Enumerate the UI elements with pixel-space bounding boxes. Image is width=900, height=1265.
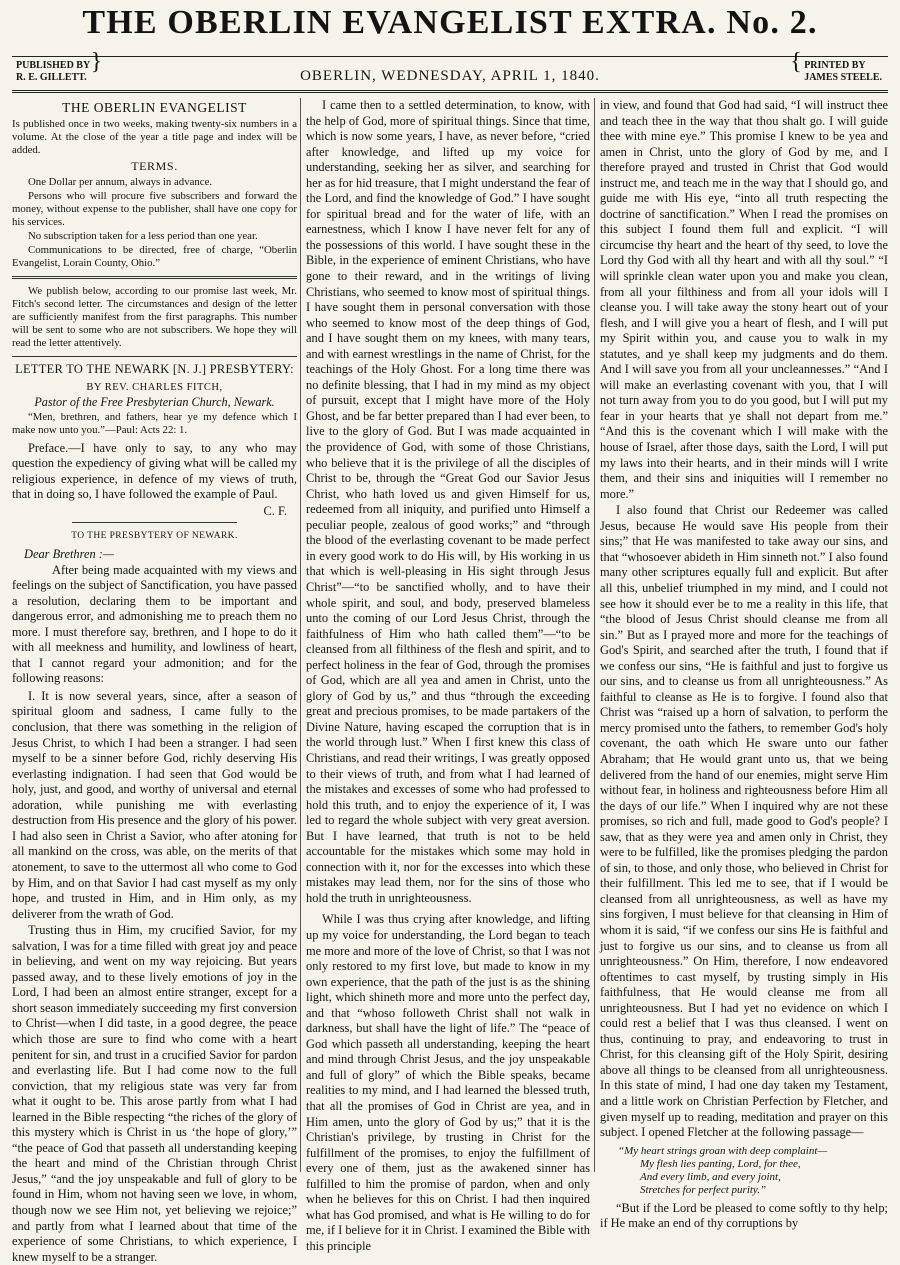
poem-line-3: And every limb, and every joint, xyxy=(640,1170,781,1183)
fletcher-poem xyxy=(600,1145,888,1197)
letter-addressee: TO THE PRESBYTERY OF NEWARK. xyxy=(71,531,238,542)
body-paragraph-3: Trusting thus in Him, my crucified Savior, for my salvation, I was for a time filled with great joy and peace in believing, and went on my way rejoicing. But years passed away, and to these lively emotions of joy in the Lord, I had been an almost entire stranger, except for a short season immediately succeeding my first conversion to Christ—when I did taste, in a good degree, the peace which those are sure to find who come with a heart penitent for sin, and trust in a crucified Savior for pardon and everlasting life. But I had come now to the full conviction, that my religious state was very far from what it ought to be. This arose partly from what I had learned in the Bible respecting “the riches of the glory of this mystery which is Christ in us ‘the hope of glory,’” “the peace of God that passeth all understanding keeping the heart and mind of the Christian through Christ Jesus,” “and the joy unspeakable and full of glory to be found in Him, whom not having seen we love, in whom, though now we see Him not, yet believing we rejoice;” and partly from what I learned about that time of the experience of some Christians, to which experience, I knew myself to be a stranger. xyxy=(12,923,297,1264)
masthead-name: THE OBERLIN EVANGELIST EXTRA. xyxy=(82,4,717,41)
terms-rule xyxy=(12,276,297,279)
column-3 xyxy=(600,98,888,1231)
letter-author-position: Pastor of the Free Presbyterian Church, Newark. xyxy=(34,395,275,410)
terms-price: One Dollar per annum, always in advance. xyxy=(28,176,213,189)
poem-line-4: Stretches for perfect purity.” xyxy=(640,1183,767,1196)
issue-number: No. 2. xyxy=(726,4,818,41)
dateline: OBERLIN, WEDNESDAY, APRIL 1, 1840. xyxy=(300,68,600,84)
publisher-name: R. E. GILLETT. xyxy=(16,72,87,83)
publisher-credit: PUBLISHED BY R. E. GILLETT. } xyxy=(16,49,103,83)
printer-credit: { PRINTED BY JAMES STEELE. xyxy=(790,49,882,83)
poem-line-1: “My heart strings groan with deep complaint— xyxy=(618,1144,828,1157)
terms-label: TERMS. xyxy=(131,158,178,173)
letter-byline: BY REV. CHARLES FITCH, xyxy=(86,381,223,393)
preface-signature: C. F. xyxy=(263,503,287,518)
body-paragraph-7: I also found that Christ our Redeemer was called Jesus, because He would save His people from their sins;” that He was manifested to take away our sins, and that “whosoever abideth in Him sinneth not.” I also found many other scriptures equally full and explicit. But after all this, unbelief triumphed in my mind, and I could not see how it should ever be to me a reality in this life, that “the blood of Jesus Christ should cleanse me from all sin.” But as I prayed more and more for the teachings of God's Spirit, and searched after the truth, I found that if we confess our sins, “He is faithful and just to forgive us our sins, and to cleanse us from all unrighteousness.” As faithful to cleanse as He is to forgive. I found also that Christ was “raised up a horn of salvation, to perform the mercy promised unto the fathers, to remember God's holy covenant, the oath which He sware unto our father Abraham; that He would grant unto us, that we being delivered from the hand of our enemies, might serve Him without fear, in holiness and righteousness before Him all the days of our life.” When I inquired why are not these promises, so rich and full, made good to God's people? I saw, that as they were yea and amen only in Christ, they were to be fulfilled, like the promises pledging the pardon of sin, to those, and only those, who believed in Christ for their fulfillment. This led me to see, that if I would be cleansed from all unrighteousness, as well as have my sins forgiven, I must believe for that cleansing in Him of whom it is said, “if we confess our sins He is faithful and just to forgive us our sins, and to cleanse us from all unrighteousness.” On Him, therefore, I now endeavored oftentimes to cast myself, by trusting simply in His faithfulness, that He would cleanse me from all unrighteousness. But I had yet no evidence on which I could rest a belief that I was thus cleansed. I went on thus, continuing to pray, and endeavoring to trust in Christ, for this cleansing gift of the Holy Spirit, desiring above all things to be cleansed from all unrighteousness. In this state of mind, I had one day taken my Testament, and a little work on Christian Perfection by Fletcher, and given myself up to reading, meditation and prayer on this subject. I opened Fletcher at the following passage— xyxy=(600,503,888,1140)
letter-salutation: Dear Brethren :— xyxy=(24,547,114,562)
notice-rule xyxy=(12,356,297,357)
letter-preface: Preface.—I have only to say, to any who may question the expediency of giving what will be called my religious experience, in defence of my views of truth, that in doing so, I have followed the example of Paul. xyxy=(12,440,297,502)
column-divider-1 xyxy=(300,98,301,1172)
header-double-rule xyxy=(12,90,888,93)
top-rule xyxy=(12,56,888,57)
preface-rule xyxy=(72,522,237,523)
editor-notice: We publish below, according to our promise last week, Mr. Fitch's second letter. The circumstances and design of the letter are sufficiently manifest from the first paragraphs. This number will be sent to some who are not subscribers. We hope they will read the letter attentively. xyxy=(12,285,297,350)
column-divider-2 xyxy=(594,98,595,1172)
body-paragraph-5: While I was thus crying after knowledge, and lifting up my voice for understanding, the Lord began to teach me more and more of the love of Christ, so that I was not only restored to my first love, but made to know in my own experience, that the path of the just is as the shining light, which shineth more and more unto the perfect day, and that “whoso followeth Christ shall not walk in darkness, but shall have the light of life.” The “peace of God which passeth all understanding, keeping the heart and mind through Christ Jesus, and the joy unspeakable and full of glory” of which the Bible speaks, became realities to my mind, and I had learned the blessed truth, that all the promises of God in Christ are yea, and in Him amen, unto the glory of God by us;” that it is the Christian's privilege, by trusting in Christ for the fulfillment of the promises, to enjoy the fulfillment of every one of them, just as the awakened sinner has fulfilled to him the promise of pardon, when and only when he believes for this on Christ. I had then inquired what has God promised, and what is He willing to do for me, if I believe for it in Christ. I examined the Bible with this principle xyxy=(306,912,590,1253)
terms-communications: Communications to be directed, free of charge, “Oberlin Evangelist, Lorain County, Ohio.” xyxy=(12,244,297,270)
letter-epigraph: “Men, brethren, and fathers, hear ye my defence which I make now unto you.”—Paul: Acts 22: 1. xyxy=(12,410,297,436)
masthead-title xyxy=(0,4,900,42)
column-2 xyxy=(306,98,590,1253)
printed-by-label: PRINTED BY xyxy=(804,60,866,71)
body-paragraph-4: I came then to a settled determination, to know, with the help of God, more of spiritual things. Since that time, which is now some years, I have, as never before, “cried after knowledge, and lifted up my voice for understanding, seeking her as silver, and searching for her as for hid treasure, that I might understand the fear of the Lord, and find the knowledge of God.” I have sought for spiritual bread and for the water of life, with an earnestness, which I know I have never felt for any of the possessions of this world. I have sought these in the Bible, in the experience of eminent Christians, who have gone to their reward, and in the writings of living Christians, who seemed to know most of spiritual things. I have sought them in personal conversation with those who seemed to know most of the deep things of God, and I have sought them on my knees, with many tears, and with earnest wrestlings in the name of Christ, for the teachings of the Holy Ghost. For a long time there was no definite blessing, that I had in my mind as my object of pursuit, except that I might have more of the Holy Ghost, and be far better prepared than I had ever been, to live to the glory of God. But I was made acquainted in the providence of God, with some of those Christians, who believe that it is the privilege of all the disciples of Christ to be, through the “Great God our Savior Jesus Christ, who hath loved us and given Himself for us, redeemed from all iniquity, and purified unto Himself a peculiar people, zealous of good works;” and “through the blood of the everlasting covenant to be made perfect in every good work to do His will, by His working in us that which is well-pleasing in His sight through Jesus Christ”—“to be sanctified wholly, and to have their whole spirit, and soul, and body, preserved blameless unto the coming of our Lord Jesus Christ, through the faithfulness of Him who hath called them”—“to be cleansed from all filthiness of the flesh and spirit, and to perfect holiness in the fear of God, through the promises of God, which are all yea and amen in Christ, unto the glory of God by us,” and thus “through the exceeding great and precious promises, to be made partakers of the Divine Nature, having escaped the corruption that is in the world through lust.” When I first knew this class of Christians, and read their writings, I was greatly opposed to their views of truth, and from what I had learned of the mistakes and excesses of some who had professed to hold this truth, and to enjoy the experience of it, I was led to regard the whole subject with very great aversion. But I have learned, that truth is not to be held accountable for the mistakes which some may hold in connection with it, nor for the excesses into which these mistakes may lead them, nor for the sins of those who hold the truth in unrighteousness. xyxy=(306,98,590,905)
column-1 xyxy=(12,98,297,1264)
body-paragraph-1: After being made acquainted with my views and feelings on the subject of Sanctification, you have passed a resolution, declaring them to be important and dangerous error, and admonishing me to preach them no more. I must therefore say, brethren, and I hope to do it with all meekness and humility, and lowliness of heart, that I cannot regard your admonition; and for the following reasons: xyxy=(12,562,297,686)
published-by-label: PUBLISHED BY xyxy=(16,60,91,71)
poem-line-2: My flesh lies panting, Lord, for thee, xyxy=(640,1157,801,1170)
terms-agents: Persons who will procure five subscribers and forward the money, without expense to the publisher, shall have one copy for his services. xyxy=(12,190,297,229)
body-paragraph-6: in view, and found that God had said, “I will instruct thee and teach thee in the way that thou shalt go. I will guide thee with mine eye.” This promise I knew to be yea and amen in Christ, unto the glory of God by me, and I therefore prayed and trusted in Christ that God would instruct me, and teach me in the way that I should go, and guide me with His eye, “into all truth respecting the doctrine of sanctification.” When I read the promises on this subject I found them full and explicit. “I will circumcise thy heart and the heart of thy seed, to love the Lord thy God with all thy heart and with all thy soul.” “I will sprinkle clean water upon you and make you clean, from all your filthiness and from all your idols will I cleanse you. I will take away the stony heart out of your flesh, and I will give you a heart of flesh, and I will put my Spirit within you, and cause you to walk in my statutes, and ye shall keep my judgments and do them. And I will save you from all your uncleannesses.” “And I will make an everlasting covenant with you, that I will not turn away from you to do you good, but I will put my fear in your hearts that ye shall not depart from me.” “And this is the covenant which I will make with the house of Israel, after those days, saith the Lord, I will put my laws into their hearts, and in their minds will I write them, and their sins and iniquities will I remember no more.” xyxy=(600,98,888,501)
terms-box-heading: THE OBERLIN EVANGELIST xyxy=(62,100,247,115)
letter-title: LETTER TO THE NEWARK [N. J.] PRESBYTERY: xyxy=(15,362,294,377)
printer-name: JAMES STEELE. xyxy=(804,72,882,83)
terms-intro: Is published once in two weeks, making twenty-six numbers in a volume. At the close of the year a title page and index will be added. xyxy=(12,117,297,156)
body-paragraph-8: “But if the Lord be pleased to come softly to thy help; if He make an end of thy corruptions by xyxy=(600,1200,888,1231)
terms-minimum: No subscription taken for a less period than one year. xyxy=(28,230,258,243)
body-paragraph-2: I. It is now several years, since, after a season of spiritual gloom and sadness, I came fully to the conclusion, that there was something in the religion of Jesus Christ, to which I had been a stranger. I had seen myself to be a sinner before God, richly deserving His everlasting indignation. I had seen that God would be holy, just, and good, and worthy of universal and eternal adoration, while punishing me with everlasting destruction from His presence and the glory of his power. I had also seen in Christ a Savior, who after atoning for all mankind on the cross, was able, on the merits of that atonement, to save to the uttermost all who come to God by Him, and on that Savior I had cast myself as my only hope, and trusted in Him, and in Him only, as my deliverer from the wrath of God. xyxy=(12,688,297,921)
